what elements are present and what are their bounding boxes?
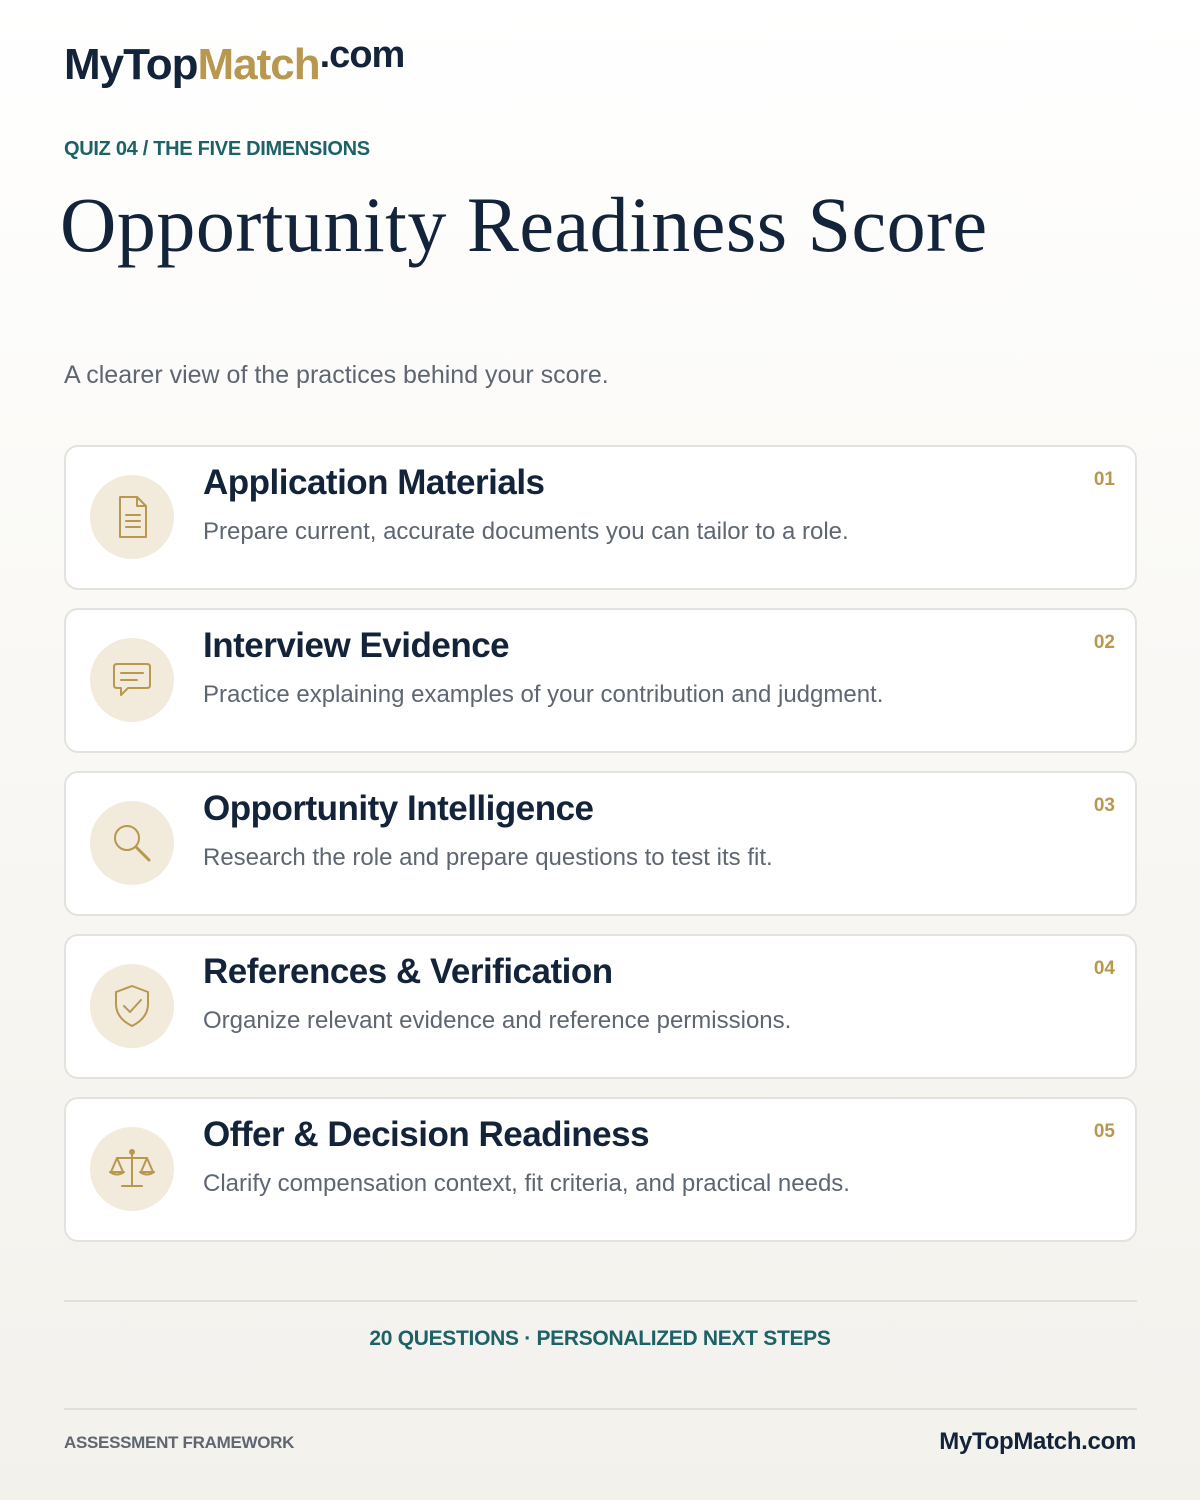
logo-part-1: MyTop [64, 40, 198, 89]
card-description: Organize relevant evidence and reference permissions. [203, 1007, 792, 1034]
dimension-card-opportunity-intelligence [64, 771, 1137, 916]
card-number: 02 [1093, 632, 1115, 653]
dimension-card-application-materials [64, 445, 1137, 590]
divider-bottom [64, 1408, 1137, 1410]
page-title: Opportunity Readiness Score [60, 181, 988, 268]
logo-part-2: Match [197, 40, 320, 89]
card-title: Interview Evidence [203, 626, 510, 665]
card-description: Clarify compensation context, fit criteria, and practical needs. [203, 1170, 850, 1197]
shield-check-icon [90, 964, 174, 1048]
footer-label: ASSESSMENT FRAMEWORK [64, 1433, 295, 1452]
magnifier-icon [90, 801, 174, 885]
dimension-list [64, 445, 1137, 1260]
document-icon [90, 475, 174, 559]
divider-top [64, 1300, 1137, 1302]
chat-bubble-icon [90, 638, 174, 722]
card-number: 01 [1093, 469, 1115, 490]
card-description: Prepare current, accurate documents you can tailor to a role. [203, 518, 849, 545]
dimension-card-references-verification [64, 934, 1137, 1079]
dimension-card-interview-evidence [64, 608, 1137, 753]
card-number: 03 [1093, 795, 1115, 816]
scales-icon [90, 1127, 174, 1211]
card-description: Research the role and prepare questions to test its fit. [203, 844, 773, 871]
card-number: 04 [1093, 958, 1115, 979]
quiz-eyebrow: QUIZ 04 / THE FIVE DIMENSIONS [64, 138, 370, 160]
card-number: 05 [1093, 1121, 1115, 1142]
card-description: Practice explaining examples of your contribution and judgment. [203, 681, 884, 708]
dimension-card-offer-decision-readiness [64, 1097, 1137, 1242]
footer-brand: MyTopMatch.com [939, 1428, 1136, 1455]
card-title: Opportunity Intelligence [203, 789, 594, 828]
card-title: Offer & Decision Readiness [203, 1115, 650, 1154]
card-title: References & Verification [203, 952, 613, 991]
brand-logo [64, 34, 405, 90]
quiz-summary-cta: 20 QUESTIONS · PERSONALIZED NEXT STEPS [369, 1327, 831, 1350]
logo-part-3: .com [319, 34, 405, 76]
card-title: Application Materials [203, 463, 545, 502]
page-subtitle: A clearer view of the practices behind your score. [64, 361, 609, 389]
